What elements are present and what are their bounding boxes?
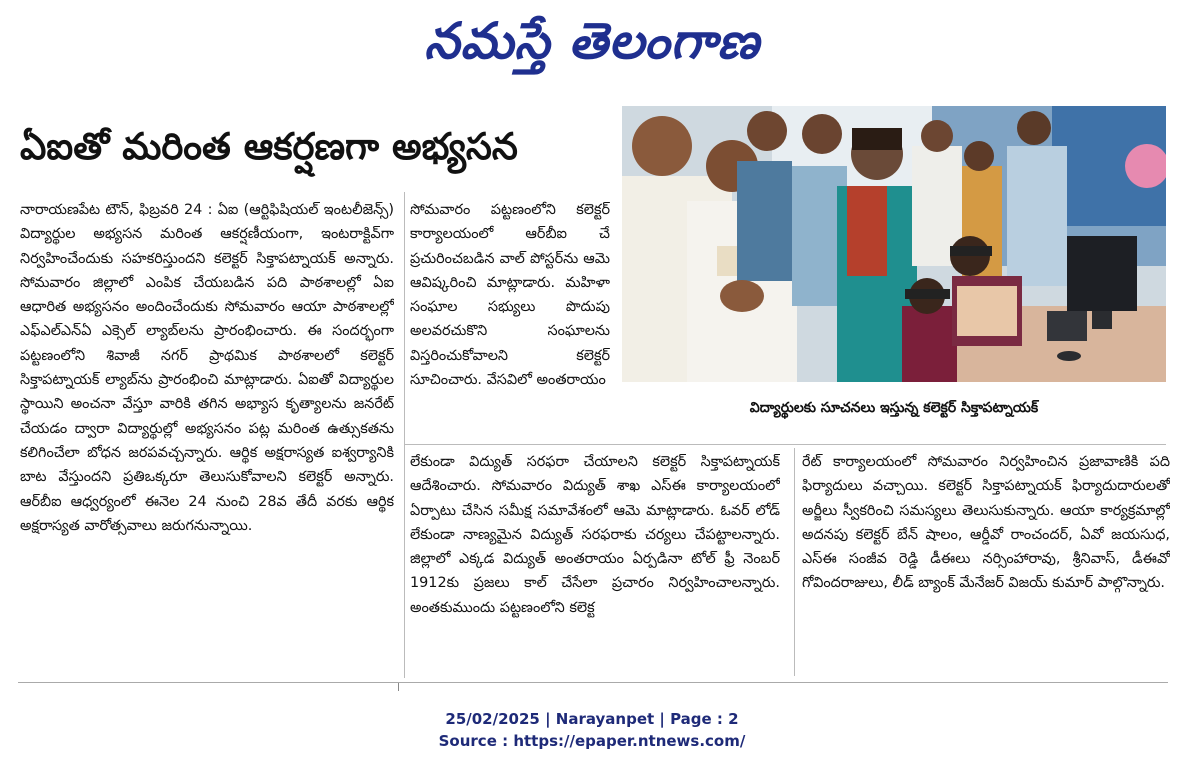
classroom-photo-illustration <box>622 106 1166 382</box>
footer-divider-tick <box>398 683 399 691</box>
article-text: రేట్ కార్యాలయంలో సోమవారం నిర్వహించిన ప్రజావాణికి పది ఫిర్యాదులు వచ్చాయి. కలెక్టర్ సిక్తాపట్నాయక్ ఫిర్యాదుదారులతో అర్జీలు స్వీకరించి సమస్యలు తెలుసుకున్నారు. ఆయా కార్యక్రమాల్లో అదనపు కలెక్టర్ బేన్ షాలం, ఆర్డీవో రాంచందర్, ఏవో జయసుధ, ఎస్ఈ సంజీవ రెడ్డి డీఈలు నర్సింహారావు, శ్రీనివాస్, డీఈవో గోవిందరాజులు, లీడ్ బ్యాంక్ మేనేజర్ విజయ్ కుమార్ పాల్గొన్నారు. <box>802 454 1170 592</box>
article-text: నారాయణపేట టౌన్, ఫిబ్రవరి 24 : ఏఐ (ఆర్టిఫిషియల్ ఇంటలీజెన్స్) విద్యార్థుల అభ్యసన మరింత ఆకర్షణీయంగా, ఇంటరాక్టివ్‌గా నిర్వహించేందుకు సహకరిస్తుందని కలెక్టర్ సిక్తాపట్నాయక్ అన్నారు. సోమవారం జిల్లాలో ఎంపిక చేయబడిన పది పాఠశాలల్లో ఏఐ ఆధారిత అభ్యసనం అందించేందుకు సోమవారం ఆయా పాఠశాలల్లో ఎఫ్ఎల్ఎన్ఏ ఎక్సెల్ ల్యాబ్‌లను ప్రారంభించారు. ఈ సందర్భంగా పట్టణంలోని శివాజీ నగర్ ప్రాథమిక పాఠశాలలో కలెక్టర్ సిక్తాపట్నాయక్ ల్యాబ్‌ను ప్రారంభించి మాట్లాడారు. ఏఐతో విద్యార్థుల స్థాయిని అంచనా వేస్తూ వారికి తగిన అభ్యాస కృత్యాలను జనరేట్ చేయడం ద్వారా విద్యార్థుల్లో అభ్యసనం పట్ల మరింత ఉత్సుకతను కలిగించేలా బోధన జరపవచ్చన్నారు. ఆర్థిక అక్షరాస్యత ఐశ్వర్యానికి బాట వేస్తుందని ప్రతిఒక్కరూ తెలుసుకోవాలని కలెక్టర్ అన్నారు. ఆర్‌బీఐ ఆధ్వర్యంలో ఈనెల 24 నుంచి 28వ తేదీ వరకు ఆర్థిక అక్షరాస్యత వారోత్సవాలు జరుగనున్నాయి. <box>20 202 394 534</box>
article-column-2 <box>410 450 780 676</box>
column-divider <box>404 192 405 678</box>
article-headline: ఏఐతో మరింత ఆకర్షణగా అభ్యసన <box>20 125 518 168</box>
article-photo <box>622 106 1166 382</box>
article-text: లేకుండా విద్యుత్ సరఫరా చేయాలని కలెక్టర్ సిక్తాపట్నాయక్ ఆదేశించారు. సోమవారం విద్యుత్ శాఖ ఎస్ఈ కార్యాలయంలో ఏర్పాటు చేసిన సమీక్ష సమావేశంలో ఆమె మాట్లాడారు. ఓవర్ లోడ్ లేకుండా నాణ్యమైన విద్యుత్ సరఫరాకు చర్యలు చేపట్టాలన్నారు. జిల్లాలో ఎక్కడ విద్యుత్ అంతరాయం ఏర్పడినా టోల్ ఫ్రీ నెంబర్ 1912కు ప్రజలు కాల్ చేసేలా ప్రచారం నిర్వహించాలన్నారు. అంతకుముందు పట్టణంలోని కలెక్ట <box>410 454 780 616</box>
article-column-3 <box>802 450 1170 676</box>
footer-source-link[interactable]: Source : https://epaper.ntnews.com/ <box>438 732 746 750</box>
masthead-logo: నమస్తే తెలంగాణ <box>424 11 760 70</box>
footer-divider <box>18 682 1168 683</box>
article-text: సోమవారం పట్టణంలోని కలెక్టర్ కార్యాలయంలో ఆర్‌బీఐ చే ప్రచురించబడిన వాల్ పోస్టర్‌ను ఆమె ఆవిష్కరించి మాట్లాడారు. మహిళా సంఘాల సభ్యులు పొదుపు అలవరచుకొని సంఘాలను విస్తరించుకోవాలని కలెక్టర్ సూచించారు. వేసవిలో అంతరాయం <box>410 202 610 389</box>
article-column-2-top <box>410 198 610 444</box>
photo-caption: విద్యార్థులకు సూచనలు ఇస్తున్న కలెక్టర్ సిక్తాపట్నాయక్ <box>749 400 1039 416</box>
footer-date-edition: 25/02/2025 | Narayanpet | Page : 2 <box>445 710 739 728</box>
article-column-1 <box>20 198 394 674</box>
section-divider <box>404 444 1166 445</box>
column-divider <box>794 448 795 676</box>
